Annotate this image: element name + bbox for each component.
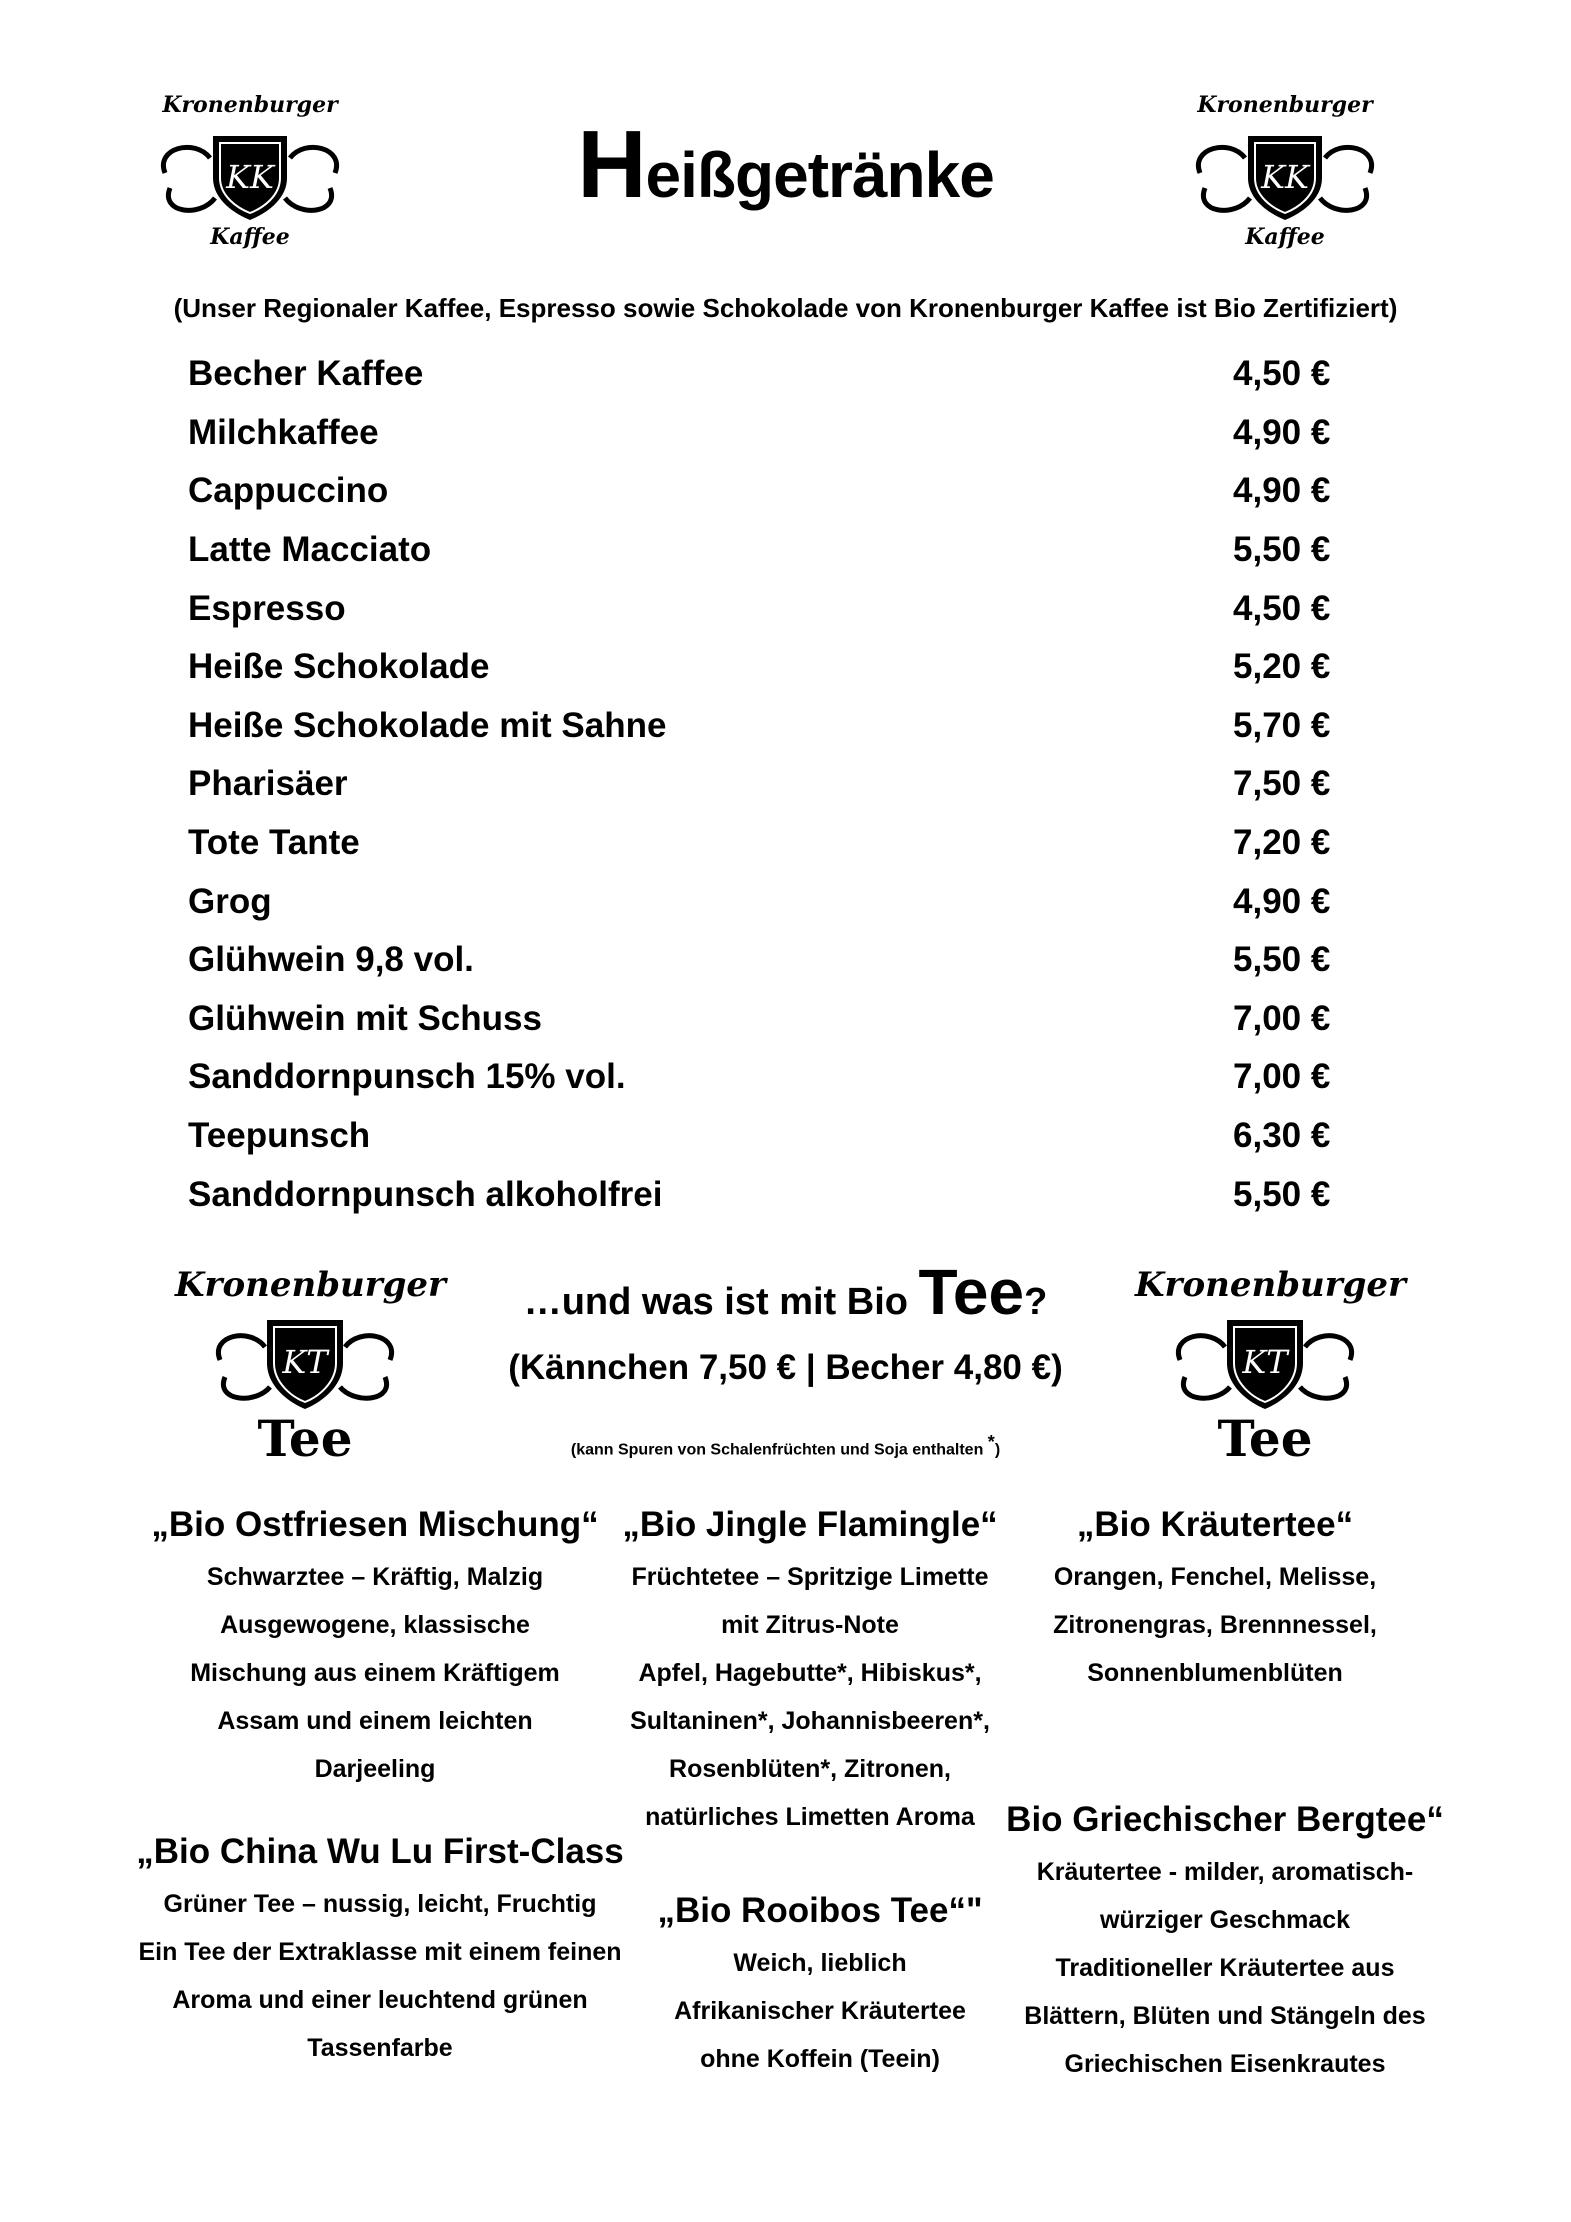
menu-item xyxy=(188,990,1348,1049)
menu-item-name: Sanddornpunsch 15% vol. xyxy=(188,1057,626,1097)
tea-description-line: Ein Tee der Extraklasse mit einem feinen xyxy=(138,1938,622,1966)
menu-item-price: 5,20 € xyxy=(1233,647,1331,687)
tea-description-line: Orangen, Fenchel, Melisse, xyxy=(1053,1563,1377,1591)
menu-item-name: Glühwein mit Schuss xyxy=(188,998,542,1038)
tea-heading-pre: …und was ist mit Bio xyxy=(523,1281,919,1323)
menu-item xyxy=(188,579,1348,638)
menu-item xyxy=(188,1048,1348,1107)
logo-brand-text: Kronenburger xyxy=(162,92,338,118)
allergen-note-text: (kann Spuren von Schalenfrüchten und Soja enthalten xyxy=(570,1441,988,1459)
logo-brand-text: Kronenburger xyxy=(1135,1265,1406,1305)
tea-description-line: Weich, lieblich xyxy=(733,1949,907,1977)
tea-description-line: Blättern, Blüten und Stängeln des xyxy=(1024,2002,1426,2030)
menu-item-name: Becher Kaffee xyxy=(188,354,424,394)
tea-description-line: ohne Koffein (Teein) xyxy=(700,2045,940,2073)
tea-griechischer-bergtee xyxy=(1000,1800,1450,2088)
allergen-note-star: * xyxy=(987,1432,995,1452)
menu-item-name: Grog xyxy=(188,881,272,921)
tea-name: „Bio Ostfriesen Mischung“ xyxy=(151,1505,599,1544)
menu-item-name: Latte Macciato xyxy=(188,530,432,570)
menu-item-name: Heiße Schokolade mit Sahne xyxy=(188,705,667,745)
menu-item-name: Milchkaffee xyxy=(188,412,379,452)
menu-item xyxy=(188,814,1348,873)
menu-item-price: 5,50 € xyxy=(1233,1174,1331,1214)
logo-sub-text: Kaffee xyxy=(210,224,290,250)
tea-jingle-flamingle xyxy=(600,1505,1020,1841)
crest-monogram: KK xyxy=(1261,158,1309,196)
menu-item-price: 4,90 € xyxy=(1233,881,1331,921)
tea-ostfriesen xyxy=(140,1505,610,1793)
menu-item-price: 4,50 € xyxy=(1233,588,1331,628)
tea-name: Bio Griechischer Bergtee“ xyxy=(1006,1800,1444,1839)
tea-description-line: Sultaninen*, Johannisbeeren*, xyxy=(630,1707,990,1735)
menu-item xyxy=(188,1165,1348,1224)
tea-description-line: Grüner Tee – nussig, leicht, Fruchtig xyxy=(163,1890,597,1918)
logo-brand-text: Kronenburger xyxy=(1197,92,1373,118)
logo-brand-text: Kronenburger xyxy=(175,1265,446,1305)
tea-description-line: Afrikanischer Kräutertee xyxy=(674,1997,966,2025)
tea-description-line: würziger Geschmack xyxy=(1099,1906,1351,1934)
tea-section-heading xyxy=(0,1255,1571,1329)
tea-description-line: Schwarztee – Kräftig, Malzig xyxy=(206,1563,544,1591)
menu-item xyxy=(188,931,1348,990)
menu-item xyxy=(188,521,1348,580)
tea-description-line: Traditioneller Kräutertee aus xyxy=(1055,1954,1395,1982)
menu-item-price: 4,90 € xyxy=(1233,471,1331,511)
menu-item xyxy=(188,345,1348,404)
bio-certification-note: (Unser Regionaler Kaffee, Espresso sowie Schokolade von Kronenburger Kaffee ist Bio Zertifiziert) xyxy=(173,293,1398,323)
menu-item-price: 7,00 € xyxy=(1233,998,1331,1038)
tea-description-line: mit Zitrus-Note xyxy=(721,1611,899,1639)
menu-item-price: 6,30 € xyxy=(1233,1116,1331,1156)
logo-sub-text: Kaffee xyxy=(1245,224,1325,250)
crest-monogram: KT xyxy=(1242,1343,1288,1381)
tea-description-line: Sonnenblumenblüten xyxy=(1087,1659,1343,1687)
logo-sub-text: Tee xyxy=(257,1409,353,1468)
tea-description-line: Kräutertee - milder, aromatisch- xyxy=(1036,1858,1414,1886)
tea-description-line: natürliches Limetten Aroma xyxy=(645,1803,975,1831)
menu-item-price: 7,50 € xyxy=(1233,764,1331,804)
menu-item-price: 5,50 € xyxy=(1233,530,1331,570)
allergen-note-close: ) xyxy=(994,1441,1001,1459)
menu-item xyxy=(188,872,1348,931)
menu-item-name: Sanddornpunsch alkoholfrei xyxy=(188,1174,663,1214)
menu-item xyxy=(188,462,1348,521)
menu-item-name: Cappuccino xyxy=(188,471,389,511)
tea-description-line: Apfel, Hagebutte*, Hibiskus*, xyxy=(638,1659,982,1687)
menu-item-name: Heiße Schokolade xyxy=(188,647,490,687)
menu-item-price: 5,50 € xyxy=(1233,940,1331,980)
title-initial: H xyxy=(577,111,646,218)
menu-item-name: Pharisäer xyxy=(188,764,348,804)
tea-description-line: Aroma und einer leuchtend grünen xyxy=(172,1986,588,2014)
tea-name: „Bio China Wu Lu First-Class xyxy=(136,1832,624,1871)
tea-description-line: Rosenblüten*, Zitronen, xyxy=(669,1755,951,1783)
menu-item-price: 7,00 € xyxy=(1233,1057,1331,1097)
tea-description-line: Darjeeling xyxy=(314,1755,436,1783)
tea-name: „Bio Rooibos Tee“" xyxy=(657,1891,983,1930)
tea-name: „Bio Kräutertee“ xyxy=(1076,1505,1354,1544)
tea-heading-big: Tee xyxy=(918,1256,1025,1328)
title-rest: eißgetränke xyxy=(645,139,994,211)
drink-price-list xyxy=(188,345,1348,1224)
crest-monogram: KK xyxy=(226,158,274,196)
tea-description-line: Assam und einem leichten xyxy=(217,1707,533,1735)
menu-item-name: Glühwein 9,8 vol. xyxy=(188,940,474,980)
menu-item-price: 5,70 € xyxy=(1233,705,1331,745)
menu-item-name: Tote Tante xyxy=(188,823,360,863)
tea-description-line: Griechischen Eisenkrautes xyxy=(1064,2050,1386,2078)
tea-description-line: Tassenfarbe xyxy=(307,2034,453,2062)
tea-china-wu-lu xyxy=(130,1832,630,2072)
menu-item xyxy=(188,755,1348,814)
menu-item-price: 7,20 € xyxy=(1233,823,1331,863)
tea-heading-post: ? xyxy=(1024,1281,1048,1323)
crest-monogram: KT xyxy=(282,1343,328,1381)
tea-prices: (Kännchen 7,50 € | Becher 4,80 €) xyxy=(508,1348,1063,1387)
tea-rooibos xyxy=(630,1891,1010,2083)
menu-item xyxy=(188,638,1348,697)
menu-item-price: 4,90 € xyxy=(1233,412,1331,452)
menu-item-name: Espresso xyxy=(188,588,346,628)
logo-sub-text: Tee xyxy=(1217,1409,1313,1468)
menu-item xyxy=(188,697,1348,756)
tea-description-line: Zitronengras, Brennnessel, xyxy=(1053,1611,1377,1639)
menu-item xyxy=(188,404,1348,463)
menu-item xyxy=(188,1107,1348,1166)
tea-kraeutertee xyxy=(1010,1505,1420,1697)
tea-description-line: Mischung aus einem Kräftigem xyxy=(190,1659,560,1687)
tea-name: „Bio Jingle Flamingle“ xyxy=(622,1505,998,1544)
tea-description-line: Früchtetee – Spritzige Limette xyxy=(631,1563,989,1591)
allergen-note xyxy=(0,1432,1571,1459)
page-title xyxy=(0,110,1571,220)
menu-item-name: Teepunsch xyxy=(188,1116,371,1156)
menu-item-price: 4,50 € xyxy=(1233,354,1331,394)
tea-description-line: Ausgewogene, klassische xyxy=(220,1611,530,1639)
